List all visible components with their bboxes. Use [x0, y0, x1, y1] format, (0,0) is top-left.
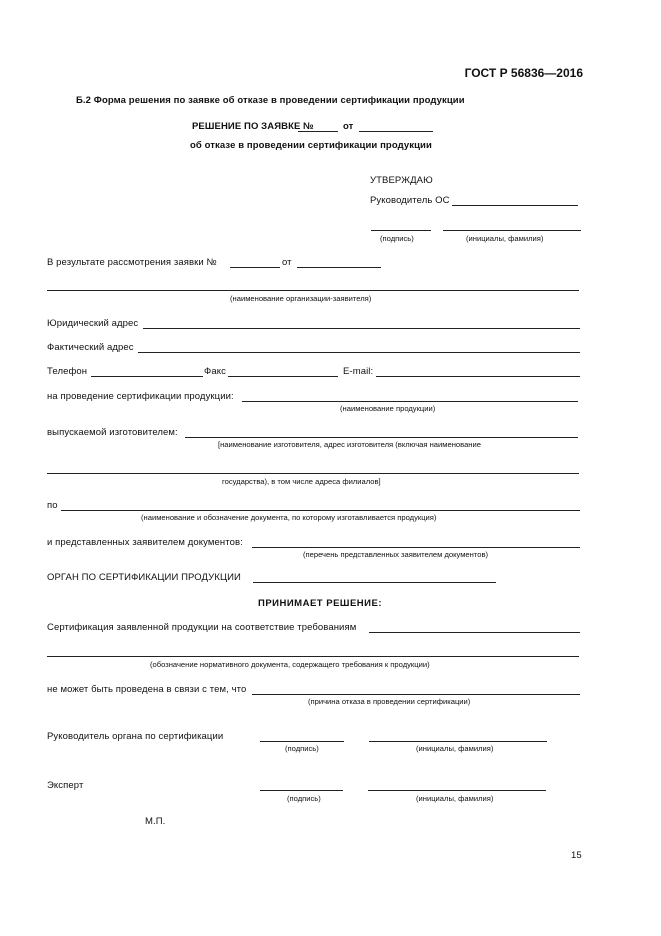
submitted-docs-field[interactable] [252, 547, 580, 548]
reason-caption: (причина отказа в проведении сертификации) [308, 697, 471, 706]
application-date-blank[interactable] [359, 131, 433, 132]
decision-title-prefix: РЕШЕНИЕ ПО ЗАЯВКЕ № [192, 121, 314, 132]
manufacturer-caption-2: государства), в том числе адреса филиалов] [222, 477, 381, 486]
manufacturer-caption-1: [наименование изготовителя, адрес изготовителя (включая наименование [218, 440, 481, 449]
head-name-field[interactable] [369, 741, 547, 742]
section-title: Б.2 Форма решения по заявке об отказе в проведении сертификации продукции [76, 95, 465, 106]
email-field[interactable] [376, 376, 580, 377]
result-from-label: от [282, 257, 292, 268]
certification-for-label: на проведение сертификации продукции: [47, 391, 234, 402]
cert-body-label: ОРГАН ПО СЕРТИФИКАЦИИ ПРОДУКЦИИ [47, 572, 241, 583]
production-doc-field[interactable] [61, 510, 580, 511]
standard-number: ГОСТ Р 56836—2016 [464, 66, 583, 80]
application-number-blank[interactable] [298, 131, 338, 132]
submitted-docs-label: и представленных заявителем документов: [47, 537, 243, 548]
page-number: 15 [571, 850, 582, 861]
product-name-caption: (наименование продукции) [340, 404, 436, 413]
decision-title-from: от [343, 121, 354, 132]
ruling-heading: ПРИНИМАЕТ РЕШЕНИЕ: [258, 598, 382, 609]
result-date-field[interactable] [297, 267, 381, 268]
result-label: В результате рассмотрения заявки № [47, 257, 217, 268]
expert-signature-field[interactable] [260, 790, 343, 791]
approve-name-field[interactable] [443, 230, 581, 231]
normative-doc-caption: (обозначение нормативного документа, содержащего требования к продукции) [150, 660, 430, 669]
approve-signature-field[interactable] [371, 230, 431, 231]
actual-address-label: Фактический адрес [47, 342, 134, 353]
decision-subtitle: об отказе в проведении сертификации продукции [190, 140, 432, 151]
reason-label: не может быть проведена в связи с тем, что [47, 684, 247, 695]
expert-signature-caption: (подпись) [287, 794, 321, 803]
reason-field[interactable] [252, 694, 580, 695]
approve-head-os-label: Руководитель ОС [370, 195, 450, 206]
fax-label: Факс [204, 366, 226, 377]
org-name-field[interactable] [47, 290, 579, 291]
head-signature-caption: (подпись) [285, 744, 319, 753]
phone-field[interactable] [91, 376, 203, 377]
cert-body-field[interactable] [253, 582, 496, 583]
manufacturer-label: выпускаемой изготовителем: [47, 427, 178, 438]
legal-address-field[interactable] [143, 328, 580, 329]
by-doc-label: по [47, 500, 58, 511]
normative-doc-field[interactable] [47, 656, 579, 657]
expert-name-caption: (инициалы, фамилия) [416, 794, 494, 803]
manufacturer-field[interactable] [185, 437, 578, 438]
phone-label: Телефон [47, 366, 88, 377]
head-signature-field[interactable] [260, 741, 344, 742]
org-name-caption: (наименование организации-заявителя) [230, 294, 372, 303]
production-doc-caption: (наименование и обозначение документа, по которому изготавливается продукция) [141, 513, 437, 522]
head-name-caption: (инициалы, фамилия) [416, 744, 494, 753]
result-number-field[interactable] [230, 267, 280, 268]
conformity-label: Сертификация заявленной продукции на соответствие требованиям [47, 622, 357, 633]
expert-label: Эксперт [47, 780, 84, 791]
product-name-field[interactable] [242, 401, 578, 402]
head-body-label: Руководитель органа по сертификации [47, 731, 224, 742]
fax-field[interactable] [228, 376, 338, 377]
approve-signature-caption: (подпись) [380, 234, 414, 243]
actual-address-field[interactable] [138, 352, 580, 353]
email-label: E-mail: [343, 366, 374, 377]
submitted-docs-caption: (перечень представленных заявителем документов) [303, 550, 489, 559]
approve-head-os-field[interactable] [452, 205, 578, 206]
approve-name-caption: (инициалы, фамилия) [466, 234, 544, 243]
conformity-field[interactable] [369, 632, 580, 633]
legal-address-label: Юридический адрес [47, 318, 139, 329]
stamp-label: М.П. [145, 816, 166, 827]
expert-name-field[interactable] [368, 790, 546, 791]
manufacturer-field-2[interactable] [47, 473, 579, 474]
approve-label: УТВЕРЖДАЮ [370, 175, 433, 186]
